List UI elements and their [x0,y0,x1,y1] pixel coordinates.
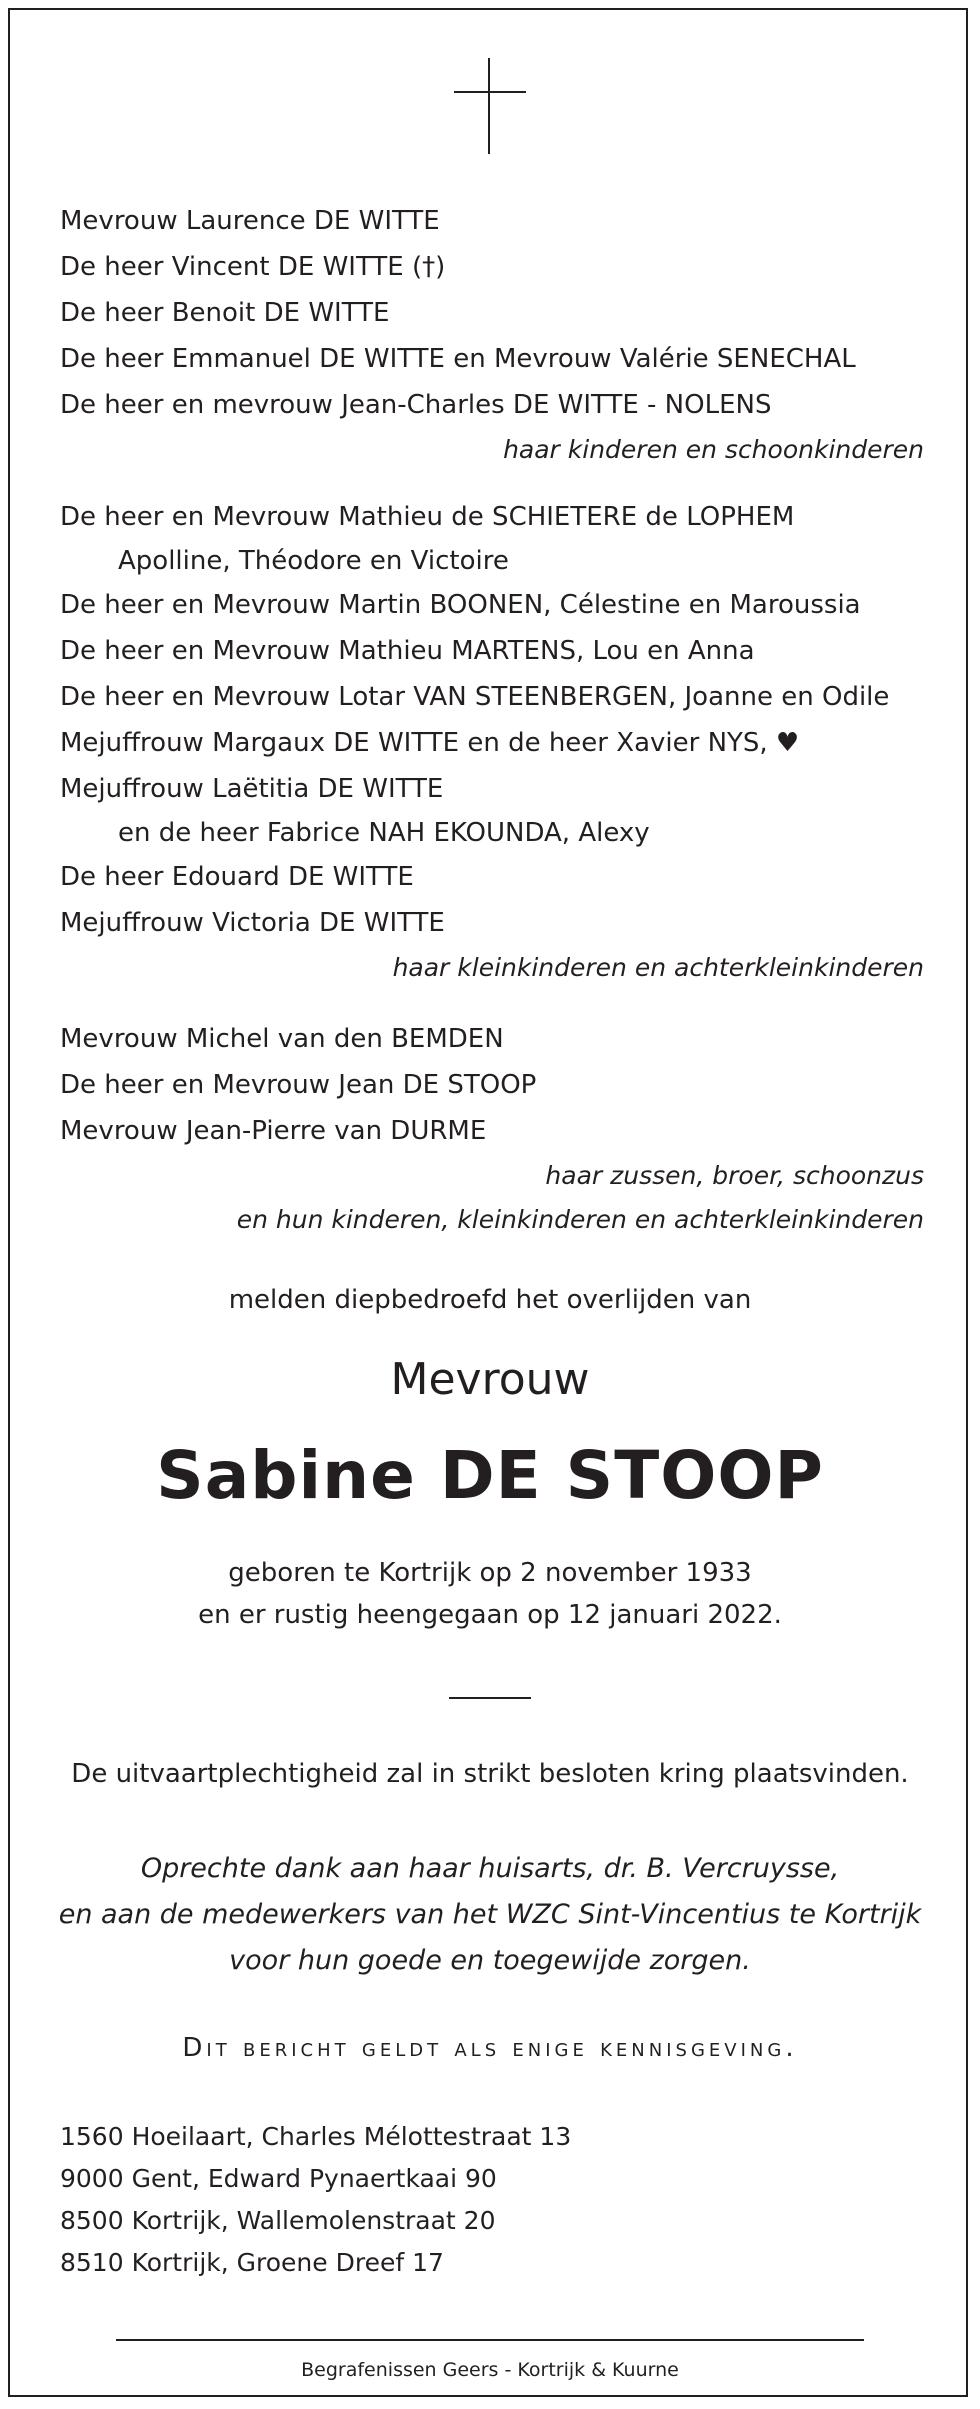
address-line: 8510 Kortrijk, Groene Dreef 17 [60,2248,444,2277]
family-group-siblings [60,1016,924,1242]
family-line: De heer Vincent DE WITTE (†) [60,252,446,282]
family-line: Mejuffrouw Laëtitia DE WITTE [60,774,444,804]
footer-funeral-home: Begrafenissen Geers - Kortrijk & Kuurne [301,2359,679,2381]
family-caption: haar zussen, broer, schoonzus [545,1161,924,1190]
divider-long [116,2339,864,2341]
address-line: 8500 Kortrijk, Wallemolenstraat 20 [60,2206,496,2235]
deceased-name: Sabine DE STOOP [156,1437,824,1514]
thanks-line: en aan de medewerkers van het WZC Sint-Vincentius te Kortrijk [58,1899,922,1930]
cross-icon [454,58,526,154]
family-line: De heer en Mevrouw Jean DE STOOP [60,1070,537,1100]
family-line: De heer Edouard DE WITTE [60,862,414,892]
family-line: en de heer Fabrice NAH EKOUNDA, Alexy [118,818,650,848]
funeral-note: De uitvaartplechtigheid zal in strikt besloten kring plaatsvinden. [71,1759,909,1789]
death-date: en er rustig heengegaan op 12 januari 2022. [198,1600,782,1630]
family-line: Mevrouw Michel van den BEMDEN [60,1024,504,1054]
family-line: Apolline, Théodore en Victoire [118,546,509,576]
family-line: De heer Emmanuel DE WITTE en Mevrouw Valérie SENECHAL [60,344,856,374]
family-line: Mevrouw Laurence DE WITTE [60,206,440,236]
divider-short [449,1697,531,1699]
family-line: De heer en Mevrouw Mathieu de SCHIETERE de LOPHEM [60,502,795,532]
announcement: melden diepbedroefd het overlijden van [228,1285,752,1315]
family-caption: haar kleinkinderen en achterkleinkinderen [392,953,924,982]
family-caption: haar kinderen en schoonkinderen [503,435,924,464]
family-group-grandchildren [60,494,924,990]
address-list [60,2116,760,2284]
family-line: De heer en Mevrouw Mathieu MARTENS, Lou en Anna [60,636,755,666]
family-line: Mejuffrouw Margaux DE WITTE en de heer Xavier NYS, ♥ [60,728,800,758]
address-line: 9000 Gent, Edward Pynaertkaai 90 [60,2164,497,2193]
family-line: De heer en Mevrouw Martin BOONEN, Célestine en Maroussia [60,590,861,620]
family-line: Mevrouw Jean-Pierre van DURME [60,1116,487,1146]
thanks-line: Oprechte dank aan haar huisarts, dr. B. Vercruysse, [140,1853,840,1884]
family-caption: en hun kinderen, kleinkinderen en achterkleinkinderen [236,1205,924,1234]
notice: Dit bericht geldt als enige kennisgeving. [182,2033,798,2063]
birth-date: geboren te Kortrijk op 2 november 1933 [228,1558,752,1588]
family-line: De heer en mevrouw Jean-Charles DE WITTE - NOLENS [60,390,772,420]
family-line: De heer en Mevrouw Lotar VAN STEENBERGEN, Joanne en Odile [60,682,890,712]
address-line: 1560 Hoeilaart, Charles Mélottestraat 13 [60,2122,572,2151]
family-group-children [60,198,924,472]
deceased-title: Mevrouw [390,1354,590,1405]
thanks-line: voor hun goede en toegewijde zorgen. [229,1945,751,1976]
family-line: Mejuffrouw Victoria DE WITTE [60,908,445,938]
family-line: De heer Benoit DE WITTE [60,298,390,328]
